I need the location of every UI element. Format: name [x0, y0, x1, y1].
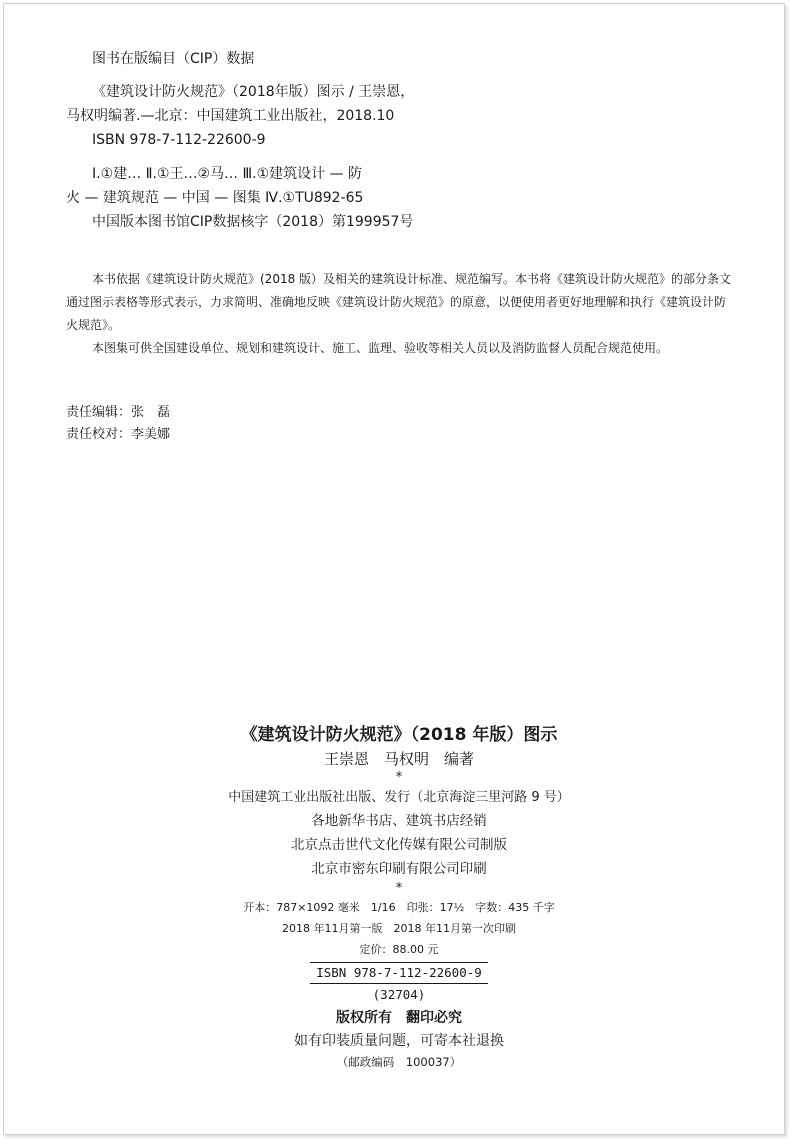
copyright-page	[3, 3, 785, 1135]
summary-paragraph: 本书依据《建筑设计防火规范》(2018 版）及相关的建筑设计标准、规范编写。本书将《建筑设计防火规范》的部分条文通过图示表格等形式表示，力求简明、准确地反映《建筑设计防火规范》的原意，以便使用者更好地理解和执行《建筑设计防火规范》。	[66, 272, 732, 332]
summary-paragraph-2: 本图集可供全国建设单位、规划和建筑设计、施工、监理、验收等相关人员以及消防监督人员配合规范使用。	[92, 341, 669, 355]
colophon-distributor: 各地新华书店、建筑书店经销	[311, 813, 487, 829]
colophon-code: (32704)	[372, 987, 426, 1002]
colophon-rights: 版权所有 翻印必究	[336, 1010, 462, 1026]
editors-block	[66, 402, 170, 446]
colophon-return-notice: 如有印装质量问题，可寄本社退换	[294, 1033, 504, 1049]
colophon-title: 《建筑设计防火规范》（2018 年版）图示	[240, 725, 558, 745]
cip-heading: 图书在版编目（CIP）数据	[92, 51, 255, 67]
colophon-specs: 开本：787×1092 毫米 1/16 印张：17½ 字数：435 千字	[243, 901, 555, 914]
colophon-isbn: ISBN 978-7-112-22600-9	[310, 962, 488, 984]
responsible-proofreader: 责任校对：李美娜	[66, 427, 171, 442]
colophon-printer: 北京市密东印刷有限公司印刷	[311, 861, 487, 877]
colophon	[4, 722, 790, 1072]
cip-subject-line-2: 火 — 建筑规范 — 中国 — 图集 Ⅳ.①TU892-65	[66, 190, 364, 206]
cip-isbn: ISBN 978-7-112-22600-9	[92, 132, 266, 148]
colophon-authors: 王崇恩 马权明 编著	[323, 750, 474, 768]
colophon-postcode: （邮政编码 100037）	[336, 1055, 462, 1069]
responsible-editor: 责任编辑：张 磊	[66, 405, 171, 420]
cip-number: 中国版本图书馆CIP数据核字（2018）第199957号	[92, 214, 414, 230]
colophon-publisher: 中国建筑工业出版社出版、发行（北京海淀三里河路 9 号）	[228, 790, 570, 805]
colophon-edition: 2018 年11月第一版 2018 年11月第一次印刷	[282, 922, 516, 935]
book-summary	[66, 268, 734, 360]
cip-publisher-line: 马权明编著.—北京：中国建筑工业出版社，2018.10	[66, 108, 395, 124]
cip-title-line: 《建筑设计防火规范》（2018年版）图示 / 王崇恩，	[92, 84, 415, 100]
separator-star: *	[395, 770, 403, 785]
cip-subject-line: Ⅰ.①建… Ⅱ.①王…②马… Ⅲ.①建筑设计 — 防	[92, 166, 363, 182]
colophon-typesetter: 北京点击世代文化传媒有限公司制版	[291, 837, 507, 853]
cip-block	[66, 48, 712, 234]
separator-star-2: *	[395, 881, 403, 896]
colophon-price: 定价：88.00 元	[359, 943, 439, 956]
